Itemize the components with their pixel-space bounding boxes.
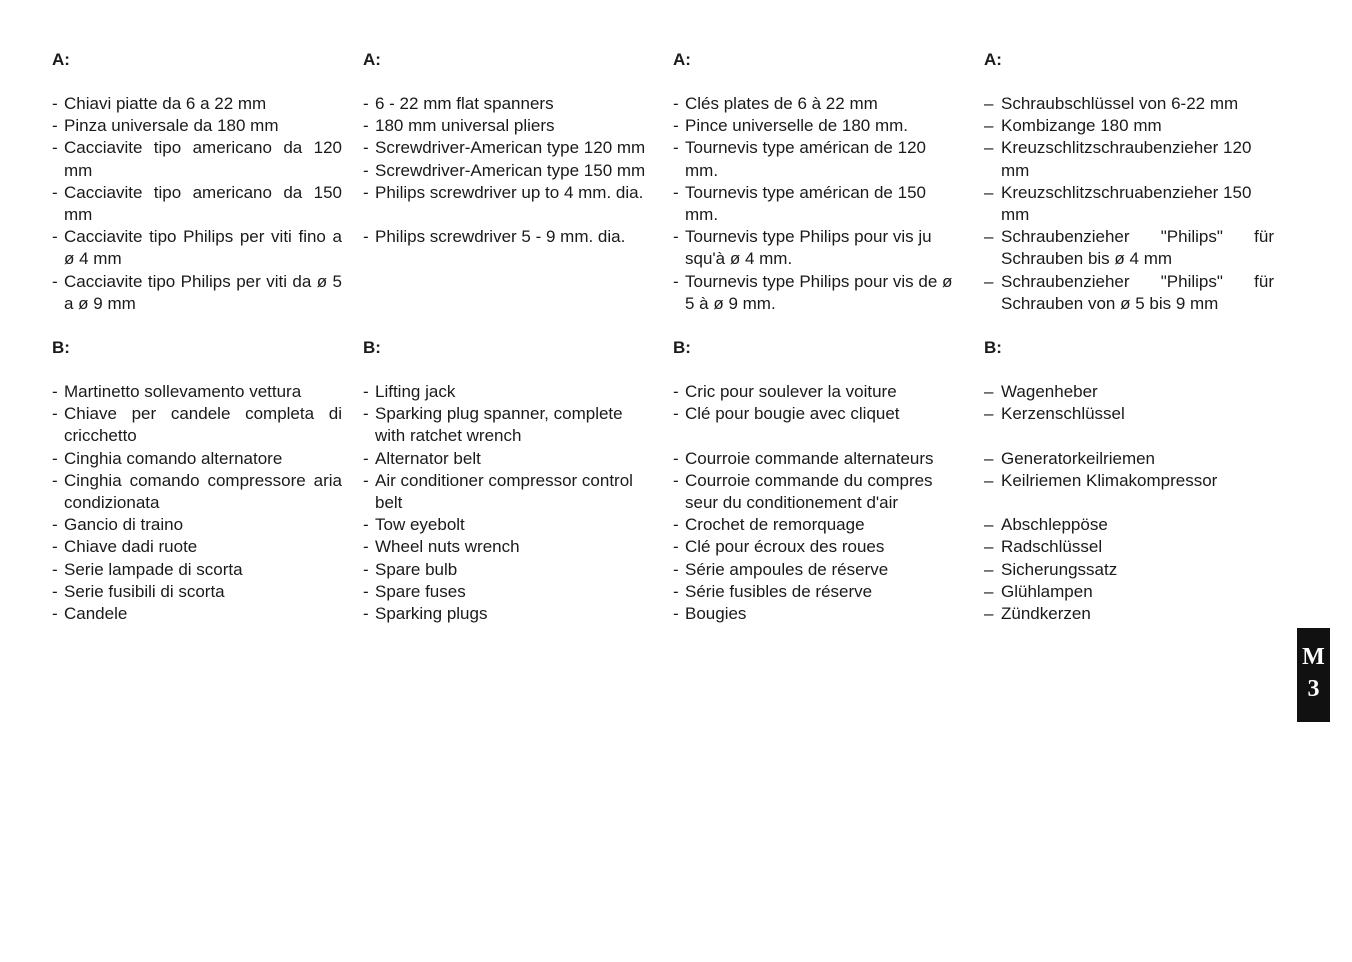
list-item: - Spare fuses bbox=[363, 581, 466, 601]
list-item: - Tow eyebolt bbox=[363, 515, 465, 535]
tab-letter: M bbox=[1302, 644, 1325, 670]
list-item: – Keilriemen Klimakompressor bbox=[984, 470, 1218, 490]
list-item: – Kreuzschlitzschraubenzieher 120 mm bbox=[984, 138, 1252, 180]
section-heading-b: B: bbox=[363, 338, 381, 357]
list-item: - Pince universelle de 180 mm. bbox=[673, 116, 909, 136]
list-item: - Serie fusibili di scorta bbox=[52, 581, 225, 601]
list-item: - Philips screwdriver 5 - 9 mm. dia. bbox=[363, 227, 626, 247]
list-item: - Cinghia comando alternatore bbox=[52, 448, 283, 468]
list-item: – Radschlüssel bbox=[984, 537, 1103, 557]
list-item: – Kombizange 180 mm bbox=[984, 116, 1162, 136]
tool-list-b bbox=[984, 381, 1217, 625]
list-item: - Tournevis type américan de 120 mm. bbox=[673, 138, 926, 180]
list-item: - Clé pour bougie avec cliquet bbox=[673, 404, 900, 424]
tool-list-b bbox=[673, 381, 963, 625]
list-item: - Sparking plug spanner, complete with ratchet wrench bbox=[363, 404, 623, 446]
list-item: - Courroie commande du compres seur du conditionement d'air bbox=[673, 470, 933, 512]
list-item: - Spare bulb bbox=[363, 559, 458, 579]
list-item: - Candele bbox=[52, 604, 128, 624]
list-item: - Pinza universale da 180 mm bbox=[52, 116, 279, 136]
list-item: - 180 mm universal pliers bbox=[363, 116, 555, 136]
list-item: - Sparking plugs bbox=[363, 604, 488, 624]
list-item: - Cacciavite tipo americano da 120 mm bbox=[52, 138, 342, 180]
list-item: – Glühlampen bbox=[984, 581, 1093, 601]
section-heading-b: B: bbox=[673, 338, 691, 357]
list-item: - Tournevis type américan de 150 mm. bbox=[673, 182, 926, 225]
list-item: – Wagenheber bbox=[984, 382, 1098, 401]
list-item: - Serie lampade di scorta bbox=[52, 559, 243, 579]
list-item: - Air conditioner compressor control belt bbox=[363, 470, 633, 513]
list-item: - Clés plates de 6 à 22 mm bbox=[673, 94, 878, 113]
section-heading-b: B: bbox=[52, 338, 70, 357]
list-item: - Courroie commande alternateurs bbox=[673, 448, 934, 468]
list-item: - Philips screwdriver up to 4 mm. dia. bbox=[363, 182, 644, 202]
list-item: - Cric pour soulever la voiture bbox=[673, 382, 897, 401]
list-item: - Gancio di traino bbox=[52, 515, 184, 535]
list-item: - 6 - 22 mm flat spanners bbox=[363, 94, 554, 113]
list-item: - Chiave dadi ruote bbox=[52, 537, 198, 557]
list-item: - Screwdriver-American type 120 mm bbox=[363, 138, 646, 158]
tool-list-a bbox=[52, 93, 342, 315]
section-heading-a: A: bbox=[52, 50, 70, 69]
list-item: - Tournevis type Philips pour vis ju squ'à ø 4 mm. bbox=[673, 227, 932, 269]
section-heading-a: A: bbox=[673, 50, 691, 69]
list-item: – Schraubschlüssel von 6-22 mm bbox=[984, 94, 1239, 113]
tool-list-b bbox=[52, 381, 342, 625]
list-item: – Schraubenzieher "Philips" für Schrauben bis ø 4 mm bbox=[984, 227, 1274, 269]
section-heading-b: B: bbox=[984, 338, 1002, 357]
list-item: - Bougies bbox=[673, 604, 747, 624]
list-item: - Cacciavite tipo Philips per viti fino a ø 4 mm bbox=[52, 227, 342, 269]
list-item: – Generatorkeilriemen bbox=[984, 448, 1156, 468]
tab-number: 3 bbox=[1307, 676, 1320, 702]
section-heading-a: A: bbox=[984, 50, 1002, 69]
list-item: - Tournevis type Philips pour vis de ø 5 à ø 9 mm. bbox=[673, 271, 953, 313]
list-item: - Clé pour écroux des roues bbox=[673, 537, 885, 557]
section-tab bbox=[1297, 628, 1330, 722]
list-item: – Kreuzschlitzschruabenzieher 150 mm bbox=[984, 182, 1252, 225]
tool-list-a bbox=[673, 93, 963, 315]
list-item: - Alternator belt bbox=[363, 448, 481, 468]
list-item: - Série fusibles de réserve bbox=[673, 581, 873, 601]
list-item: – Zündkerzen bbox=[984, 604, 1091, 623]
list-item: - Cinghia comando compressore aria condizionata bbox=[52, 470, 342, 513]
list-item: - Screwdriver-American type 150 mm bbox=[363, 160, 646, 180]
section-heading-a: A: bbox=[363, 50, 381, 69]
list-item: - Lifting jack bbox=[363, 382, 456, 401]
list-item: – Abschleppöse bbox=[984, 515, 1108, 535]
list-item: - Chiavi piatte da 6 a 22 mm bbox=[52, 94, 267, 113]
tool-list-b bbox=[363, 381, 653, 625]
tool-list-a bbox=[984, 93, 1274, 315]
list-item: - Martinetto sollevamento vettura bbox=[52, 382, 302, 401]
list-item: – Schraubenzieher "Philips" für Schrauben von ø 5 bis 9 mm bbox=[984, 271, 1274, 313]
list-item: - Cacciavite tipo Philips per viti da ø 5 a ø 9 mm bbox=[52, 271, 342, 313]
list-item: - Wheel nuts wrench bbox=[363, 537, 520, 557]
list-item: – Sicherungssatz bbox=[984, 559, 1118, 579]
list-item: - Cacciavite tipo americano da 150 mm bbox=[52, 182, 342, 225]
list-item: - Série ampoules de réserve bbox=[673, 559, 889, 579]
list-item: – Kerzenschlüssel bbox=[984, 404, 1125, 424]
list-item: - Chiave per candele completa di cricchetto bbox=[52, 404, 342, 446]
list-item: - Crochet de remorquage bbox=[673, 515, 865, 535]
tool-list-a bbox=[363, 93, 645, 248]
